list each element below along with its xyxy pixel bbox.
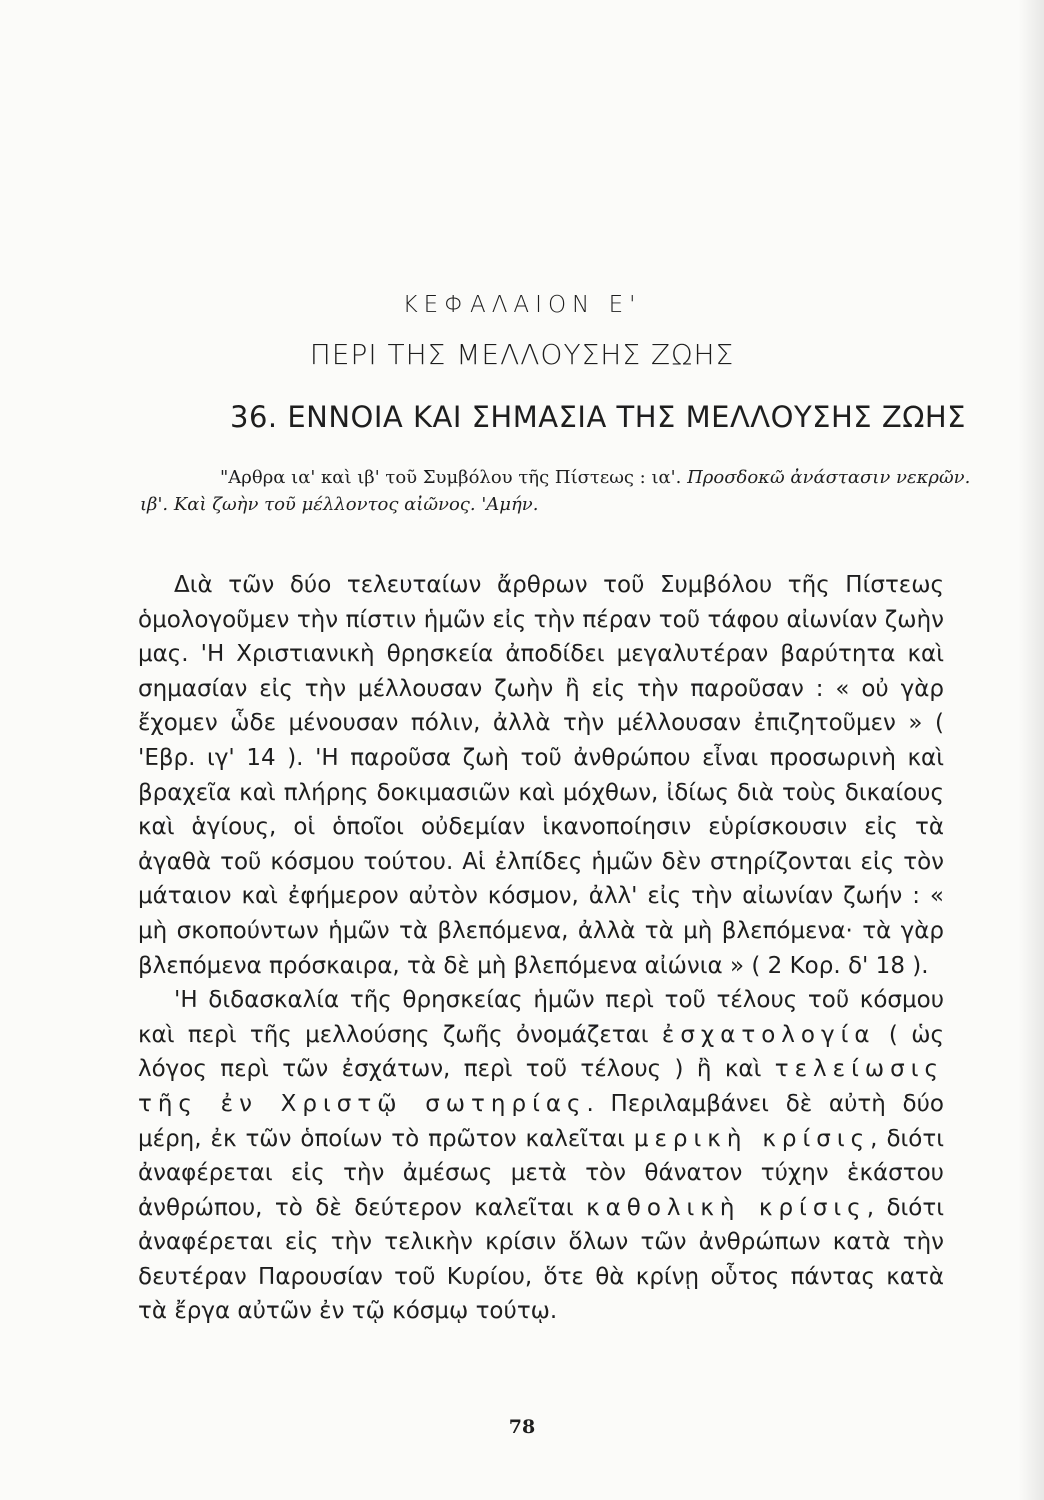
creed-article-12: Καὶ ζωὴν τοῦ μέλλοντος αἰῶνος. 'Αμήν. — [173, 494, 539, 515]
paragraph-2-part-e: , διότι ἀναφέρεται εἰς τὴν τελικὴν κρίσιν ὅλων τῶν ἀνθρώπων κατὰ τὴν δευτέραν Παρουσίαν τοῦ Κυρίου, ὅτε θὰ κρίνῃ οὗτος πάντας κατὰ τὰ ἔργα αὐτῶν ἐν τῷ κόσμῳ τούτῳ. — [138, 1194, 944, 1325]
chapter-label: ΚΕΦΑΛΑΙΟΝ Ε' — [402, 292, 642, 318]
paragraph-2-part-d: , διότι ἀναφέρεται εἰς τὴν ἀμέσως μετὰ τὸν θάνατον τύχην ἑκάστου ἀνθρώπου, τὸ δὲ δεύτερον καλεῖται — [138, 1125, 944, 1221]
page-number: 78 — [508, 1416, 536, 1438]
paragraph-2-part-b: ( ὡς λόγος περὶ τῶν ἐσχάτων, περὶ τοῦ τέλους ) ἢ καὶ — [138, 1021, 944, 1083]
paragraph-2-part-c: . Περιλαμβάνει δὲ αὐτὴ δύο μέρη, ἐκ τῶν ὁποίων τὸ πρῶτον καλεῖται — [138, 1090, 944, 1152]
chapter-title: ΠΕΡΙ ΤΗΣ ΜΕΛΛΟΥΣΗΣ ΖΩΗΣ — [309, 338, 735, 371]
section-heading: 36. ΕΝΝΟΙΑ ΚΑΙ ΣΗΜΑΣΙΑ ΤΗΣ ΜΕΛΛΟΥΣΗΣ ΖΩΗΣ — [230, 400, 966, 434]
term-universal-judgment: καθολικὴ κρίσις — [586, 1194, 867, 1221]
creed-article-12-number: ιβ'. — [140, 494, 174, 515]
creed-line-2 — [140, 491, 930, 518]
creed-intro: "Αρθρα ια' καὶ ιβ' τοῦ Συμβόλου τῆς Πίστεως : ια'. — [220, 467, 688, 488]
creed-article-11: Προσδοκῶ ἀνάστασιν νεκρῶν. — [687, 467, 971, 488]
term-partial-judgment: μερικὴ κρίσις — [633, 1125, 871, 1152]
paragraph-1: Διὰ τῶν δύο τελευταίων ἄρθρων τοῦ Συμβόλου τῆς Πίστεως ὁμολογοῦμεν τὴν πίστιν ἡμῶν εἰς τὴν πέραν τοῦ τάφου αἰωνίαν ζωὴν μας. 'Η Χριστιανικὴ θρησκεία ἀποδίδει μεγαλυτέραν βαρύτητα καὶ σημασίαν εἰς τὴν μέλλουσαν ζωὴν ἢ εἰς τὴν παροῦσαν : « οὐ γὰρ ἔχομεν ὧδε μένουσαν πόλιν, ἀλλὰ τὴν μέλλουσαν ἐπιζητοῦμεν » ( 'Εβρ. ιγ' 14 ). 'Η παροῦσα ζωὴ τοῦ ἀνθρώπου εἶναι προσωρινὴ καὶ βραχεῖα καὶ πλήρης δοκιμασιῶν καὶ μόχθων, ἰδίως διὰ τοὺς δικαίους καὶ ἁγίους, οἱ ὁποῖοι οὐδεμίαν ἱκανοποίησιν εὑρίσκουσιν εἰς τὰ ἀγαθὰ τοῦ κόσμου τούτου. Αἱ ἐλπίδες ἡμῶν δὲν στηρίζονται εἰς τὸν μάταιον καὶ ἐφήμερον αὐτὸν κόσμον, ἀλλ' εἰς τὴν αἰωνίαν ζωήν : « μὴ σκοπούντων ἡμῶν τὰ βλεπόμενα, ἀλλὰ τὰ μὴ βλεπόμενα· τὰ γὰρ βλεπόμενα πρόσκαιρα, τὰ δὲ μὴ βλεπόμενα αἰώνια » ( 2 Κορ. δ' 18 ). — [138, 572, 944, 979]
paragraph-2 — [138, 983, 944, 1329]
term-perfection: τελείωσις τῆς ἐν Χριστῷ σωτηρίας — [138, 1056, 944, 1117]
paragraph-2-part-a: 'Η διδασκαλία τῆς θρησκείας ἡμῶν περὶ τοῦ τέλους τοῦ κόσμου καὶ περὶ τῆς μελλούσης ζωῆς ὀνομάζεται — [138, 987, 944, 1048]
body-text — [138, 568, 944, 1329]
term-eschatology: ἐσχατολογία — [661, 1021, 876, 1048]
creed-line-1 — [140, 464, 971, 491]
page-edge-shadow — [1018, 0, 1044, 1500]
creed-articles — [140, 464, 971, 518]
